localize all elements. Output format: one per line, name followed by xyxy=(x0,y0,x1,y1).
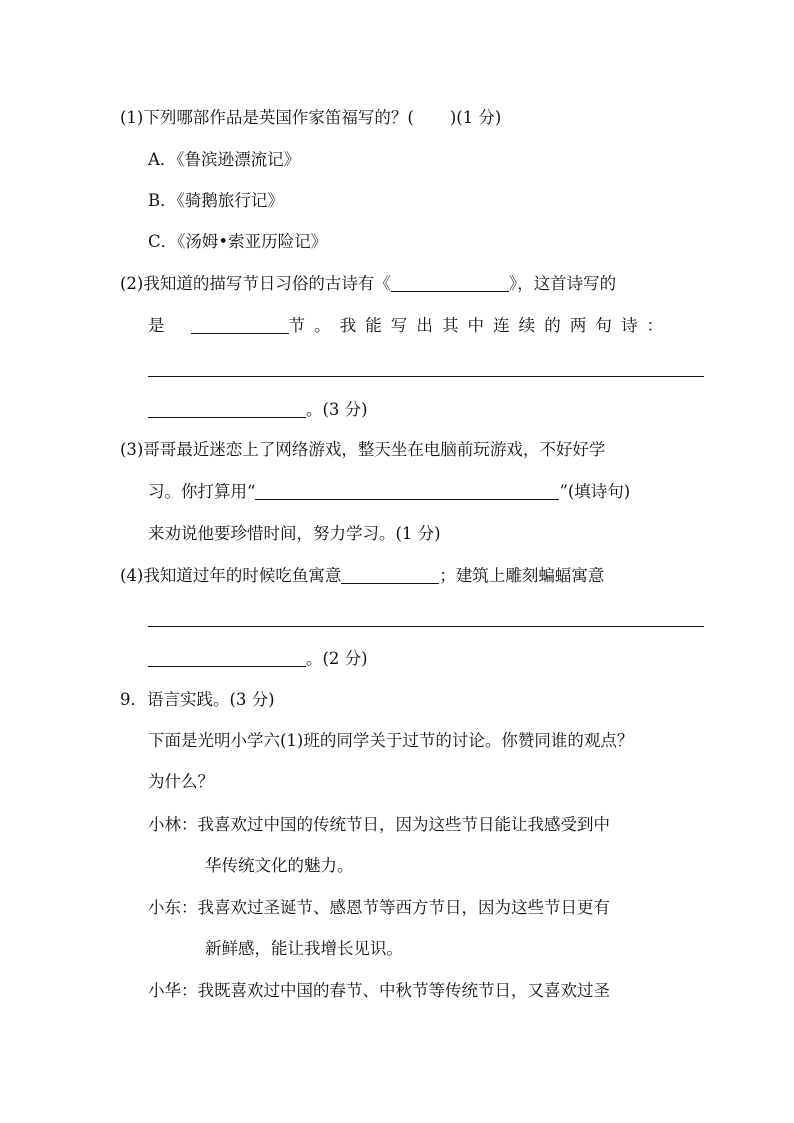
question-4-end: 。(2 分) xyxy=(148,649,368,669)
question-9 xyxy=(120,690,275,710)
question-3: (3)哥哥最近迷恋上了网络游戏，整天坐在电脑前玩游戏，不好好学 xyxy=(120,440,606,459)
answer-blank[interactable] xyxy=(148,649,306,667)
question-2-number: (2) xyxy=(120,274,144,293)
answer-line[interactable] xyxy=(148,376,704,377)
speaker-xiaodong-cont: 新鲜感，能让我增长见识。 xyxy=(205,939,403,958)
question-1-score: (1 分) xyxy=(456,108,502,127)
speaker-xiaolin: 小林：我喜欢过中国的传统节日，因为这些节日能让我感受到中 xyxy=(148,815,610,834)
speaker-xiaodong: 小东：我喜欢过圣诞节、感恩节等西方节日，因为这些节日更有 xyxy=(148,898,610,917)
option-a: A．《鲁滨逊漂流记》 xyxy=(148,150,301,169)
speaker-name: 小东： xyxy=(148,898,198,917)
answer-blank[interactable] xyxy=(391,274,509,292)
speaker-xiaolin-cont: 华传统文化的魅力。 xyxy=(205,856,354,875)
question-2: (2)我知道的描写节日习俗的古诗有《 》，这首诗写的 xyxy=(120,274,617,293)
answer-blank[interactable] xyxy=(148,400,306,418)
question-3-number: (3) xyxy=(120,440,144,459)
question-3-line2: 习。你打算用“ ”(填诗句) xyxy=(148,482,631,501)
question-2-end: 。(3 分) xyxy=(148,400,368,420)
question-9-title: 语言实践。(3 分) xyxy=(147,690,275,709)
option-b: B．《骑鹅旅行记》 xyxy=(148,191,284,210)
question-9-intro-2: 为什么？ xyxy=(148,772,214,791)
answer-blank[interactable] xyxy=(191,316,289,334)
speaker-xiaohua: 小华：我既喜欢过中国的春节、中秋节等传统节日，又喜欢过圣 xyxy=(148,981,610,1000)
speaker-name: 小华： xyxy=(148,981,198,1000)
answer-line[interactable] xyxy=(148,626,704,627)
question-2-line2: 是 节。我能写出其中连续的两句诗： xyxy=(148,316,673,335)
question-1-text: 下列哪部作品是英国作家笛福写的？( xyxy=(143,108,414,127)
question-4-number: (4) xyxy=(120,566,144,585)
question-1: (1)下列哪部作品是英国作家笛福写的？( )(1 分) xyxy=(120,108,502,127)
answer-blank[interactable] xyxy=(341,566,439,584)
question-9-number: 9． xyxy=(120,690,147,709)
question-4: (4)我知道过年的时候吃鱼寓意 ；建筑上雕刻蝙蝠寓意 xyxy=(120,566,605,585)
option-c: C．《汤姆•索亚历险记》 xyxy=(148,232,328,251)
question-9-intro: 下面是光明小学六(1)班的同学关于过节的讨论。你赞同谁的观点？ xyxy=(148,731,634,750)
question-3-line3: 来劝说他要珍惜时间，努力学习。(1 分) xyxy=(148,524,441,543)
question-1-number: (1) xyxy=(120,108,144,127)
answer-blank[interactable] xyxy=(255,482,559,500)
speaker-name: 小林： xyxy=(148,815,198,834)
